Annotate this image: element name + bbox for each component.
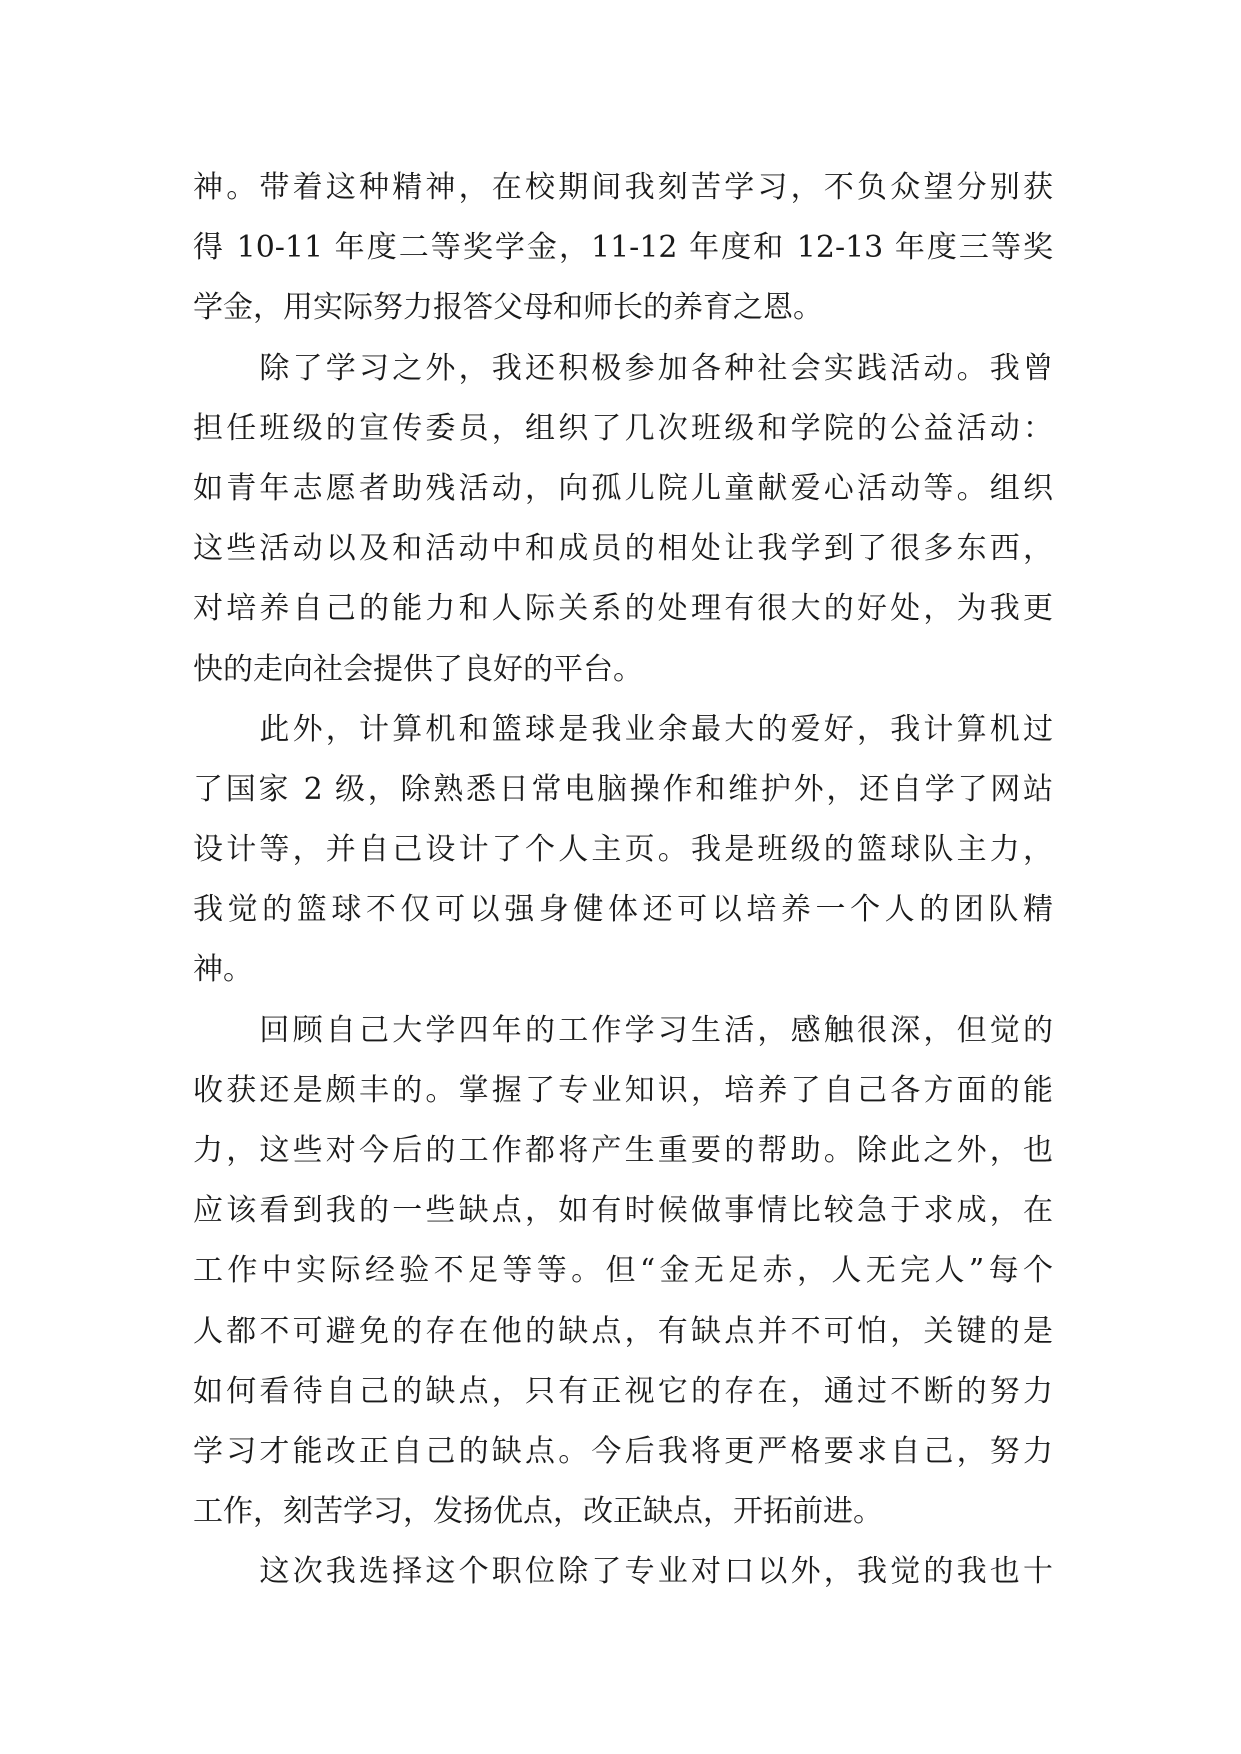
text-line: 人都不可避免的存在他的缺点，有缺点并不可怕，关键的是 — [193, 1313, 1053, 1349]
paragraph-review — [193, 1001, 1053, 1543]
text-line: 除了学习之外，我还积极参加各种社会实践活动。我曾 — [193, 350, 1053, 386]
text-line: 神。带着这种精神，在校期间我刻苦学习，不负众望分别获 — [193, 170, 1053, 205]
text-line: 收获还是颇丰的。掌握了专业知识，培养了自己各方面的能 — [193, 1072, 1053, 1108]
text-line: 如青年志愿者助残活动，向孤儿院儿童献爱心活动等。组织 — [193, 470, 1053, 506]
text-line: 工作，刻苦学习，发扬优点，改正缺点，开拓前进。 — [193, 1494, 883, 1530]
text-line: 此外，计算机和篮球是我业余最大的爱好，我计算机过 — [193, 711, 1053, 747]
text-line: 力，这些对今后的工作都将产生重要的帮助。除此之外，也 — [193, 1133, 1053, 1168]
text-line: 学习才能改正自己的缺点。今后我将更严格要求自己，努力 — [193, 1433, 1053, 1469]
text-line: 学金，用实际努力报答父母和师长的养育之恩。 — [193, 290, 823, 326]
body-text — [193, 158, 1053, 1603]
paragraph-hobbies — [193, 700, 1053, 1001]
text-line: 对培养自己的能力和人际关系的处理有很大的好处，为我更 — [193, 591, 1053, 627]
text-line: 工作中实际经验不足等等。但“金无足赤，人无完人”每个 — [193, 1253, 1053, 1289]
text-line: 得 10-11 年度二等奖学金，11-12 年度和 12-13 年度三等奖 — [193, 230, 1053, 266]
text-line: 如何看待自己的缺点，只有正视它的存在，通过不断的努力 — [193, 1373, 1053, 1409]
text-line: 担任班级的宣传委员，组织了几次班级和学院的公益活动： — [193, 410, 1053, 446]
text-line: 这些活动以及和活动中和成员的相处让我学到了很多东西， — [193, 531, 1053, 567]
paragraph-continuation — [193, 158, 1053, 339]
text-line: 设计等，并自己设计了个人主页。我是班级的篮球队主力， — [193, 832, 1053, 868]
text-line: 这次我选择这个职位除了专业对口以外，我觉的我也十 — [193, 1554, 1053, 1590]
text-line: 回顾自己大学四年的工作学习生活，感触很深，但觉的 — [193, 1012, 1053, 1048]
text-line: 快的走向社会提供了良好的平台。 — [193, 651, 643, 687]
text-line: 我觉的篮球不仅可以强身健体还可以培养一个人的团队精 — [193, 892, 1053, 928]
paragraph-social-practice — [193, 339, 1053, 700]
text-line: 应该看到我的一些缺点，如有时候做事情比较急于求成，在 — [193, 1193, 1053, 1229]
text-line: 了国家 2 级，除熟悉日常电脑操作和维护外，还自学了网站 — [193, 771, 1053, 807]
paragraph-position — [193, 1542, 1053, 1602]
text-line: 神。 — [193, 952, 253, 988]
